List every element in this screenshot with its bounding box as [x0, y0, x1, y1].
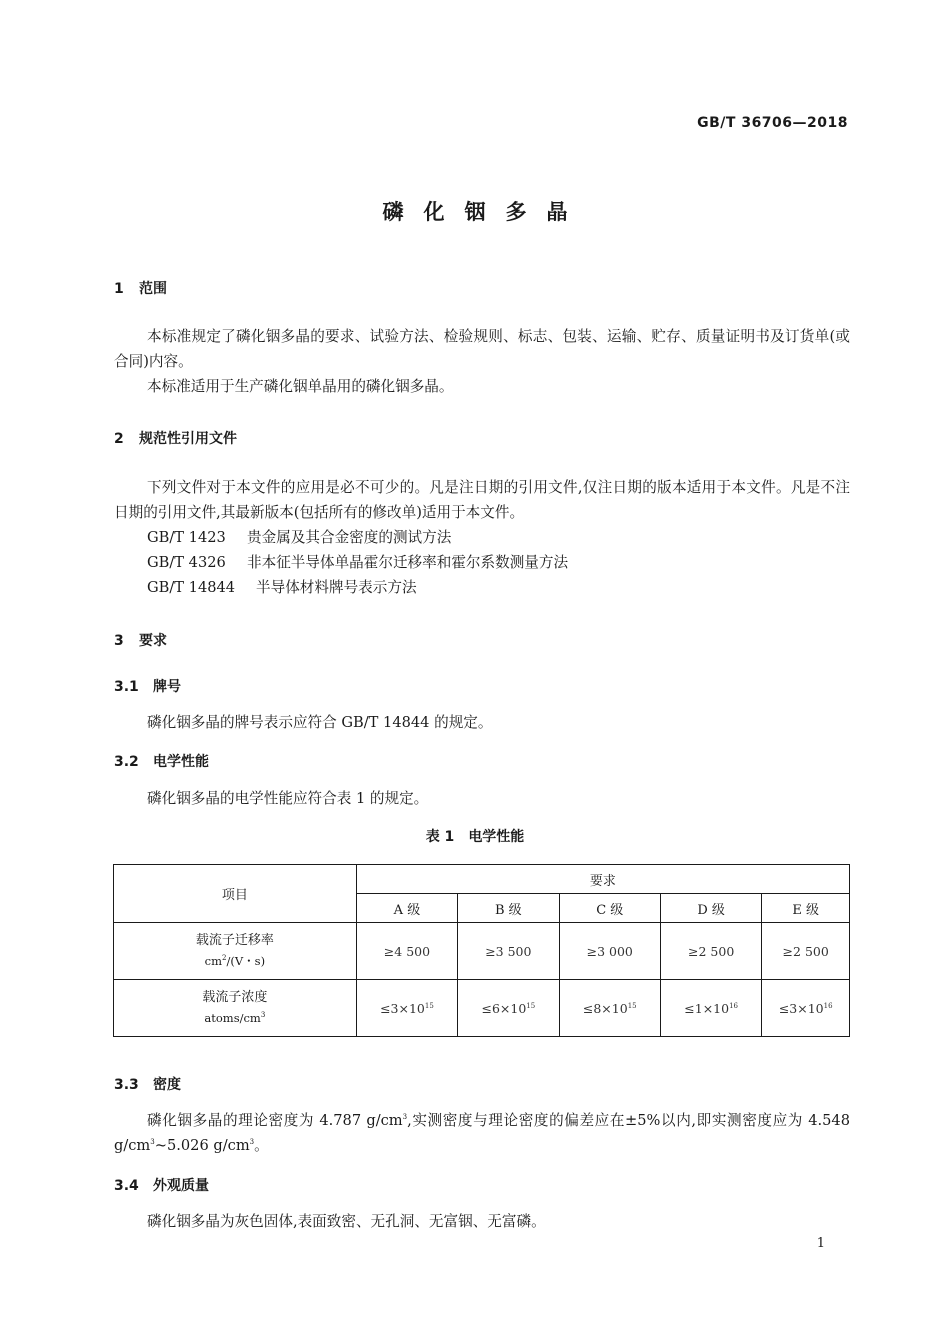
- section-2-paragraph-1: 下列文件对于本文件的应用是必不可少的。凡是注日期的引用文件,仅注日期的版本适用于本文件。凡是不注日期的引用文件,其最新版本(包括所有的修改单)适用于本文件。: [114, 479, 850, 521]
- document-title: 磷化铟多晶: [382, 200, 588, 224]
- section-number: 3.1: [114, 679, 139, 695]
- section-3-2-paragraph: 磷化铟多晶的电学性能应符合表 1 的规定。: [147, 790, 429, 807]
- section-1-heading: [114, 278, 167, 298]
- value-cell: $\le 3\times 10^{15}$: [356, 980, 457, 1037]
- value-cell: ≥2 500: [660, 923, 761, 980]
- section-3-1-paragraph: 磷化铟多晶的牌号表示应符合 GB/T 14844 的规定。: [147, 714, 493, 731]
- section-number: 3: [114, 633, 124, 649]
- reference-name: 贵金属及其合金密度的测试方法: [247, 529, 452, 546]
- section-title: 外观质量: [153, 1178, 209, 1194]
- value-cell: ≥3 000: [559, 923, 660, 980]
- parameter-unit: atoms/$cm^3$: [204, 1011, 266, 1025]
- electrical-properties-table: [113, 864, 850, 1037]
- section-3-2-heading: [114, 751, 209, 771]
- page-number: 1: [816, 1236, 825, 1251]
- reference-name: 半导体材料牌号表示方法: [256, 579, 417, 596]
- section-3-1-heading: [114, 676, 181, 696]
- grade-header: D 级: [660, 894, 761, 923]
- section-3-4-paragraph: 磷化铟多晶为灰色固体,表面致密、无孔洞、无富铟、无富磷。: [147, 1213, 546, 1230]
- reference-item: [147, 525, 451, 550]
- value-cell: ≥4 500: [356, 923, 457, 980]
- section-title: 要求: [139, 633, 167, 649]
- table-row: [114, 923, 850, 980]
- reference-item: [147, 550, 568, 575]
- section-number: 2: [114, 431, 124, 447]
- value-cell: ≥2 500: [762, 923, 850, 980]
- reference-name: 非本征半导体单晶霍尔迁移率和霍尔系数测量方法: [247, 554, 569, 571]
- section-number: 3.2: [114, 754, 139, 770]
- section-title: 电学性能: [153, 754, 209, 770]
- column-header-item: 项目: [114, 865, 357, 923]
- value-cell: $\le 6\times 10^{15}$: [458, 980, 559, 1037]
- section-3-3-paragraph: 磷化铟多晶的理论密度为 4.787 $g/cm^3$,实测密度与理论密度的偏差应在±5%以内,即实测密度应为 4.548 $g/cm^3\sim 5.026$ $g/cm^3$。: [114, 1112, 850, 1154]
- section-title: 范围: [139, 281, 167, 297]
- table-caption: [0, 826, 950, 846]
- section-title: 密度: [153, 1077, 181, 1093]
- reference-code: GB/T 4326: [147, 554, 226, 571]
- value-cell: $\le 3\times 10^{16}$: [762, 980, 850, 1037]
- section-1-paragraph-1: 本标准规定了磷化铟多晶的要求、试验方法、检验规则、标志、包装、运输、贮存、质量证明书及订货单(或合同)内容。: [114, 328, 850, 370]
- parameter-unit: $cm^2/(V$・s): [204, 954, 266, 968]
- section-3-3-heading: [114, 1074, 181, 1094]
- grade-header: C 级: [559, 894, 660, 923]
- parameter-name: 载流子迁移率: [195, 933, 274, 948]
- reference-code: GB/T 1423: [147, 529, 226, 546]
- parameter-name: 载流子浓度: [202, 990, 268, 1005]
- section-2-heading: [114, 428, 237, 448]
- section-number: 1: [114, 281, 124, 297]
- table-title: 电学性能: [468, 829, 525, 845]
- section-1-paragraph-2: 本标准适用于生产磷化铟单晶用的磷化铟多晶。: [147, 378, 454, 395]
- grade-header: B 级: [458, 894, 559, 923]
- table-number: 表 1: [425, 829, 455, 845]
- section-title: 牌号: [153, 679, 181, 695]
- reference-code: GB/T 14844: [147, 579, 236, 596]
- grade-header: E 级: [762, 894, 850, 923]
- table-header-row: [114, 865, 850, 894]
- table-row: [114, 980, 850, 1037]
- reference-item: [147, 575, 417, 600]
- parameter-cell: [114, 923, 357, 980]
- standard-number: GB/T 36706—2018: [697, 115, 848, 131]
- section-title: 规范性引用文件: [139, 431, 237, 447]
- section-3-4-heading: [114, 1175, 209, 1195]
- grade-header: A 级: [356, 894, 457, 923]
- section-number: 3.4: [114, 1178, 139, 1194]
- value-cell: $\le 8\times 10^{15}$: [559, 980, 660, 1037]
- section-3-heading: [114, 630, 167, 650]
- parameter-cell: [114, 980, 357, 1037]
- value-cell: $\le 1\times 10^{16}$: [660, 980, 761, 1037]
- column-header-requirement: 要求: [356, 865, 849, 894]
- value-cell: ≥3 500: [458, 923, 559, 980]
- section-number: 3.3: [114, 1077, 139, 1093]
